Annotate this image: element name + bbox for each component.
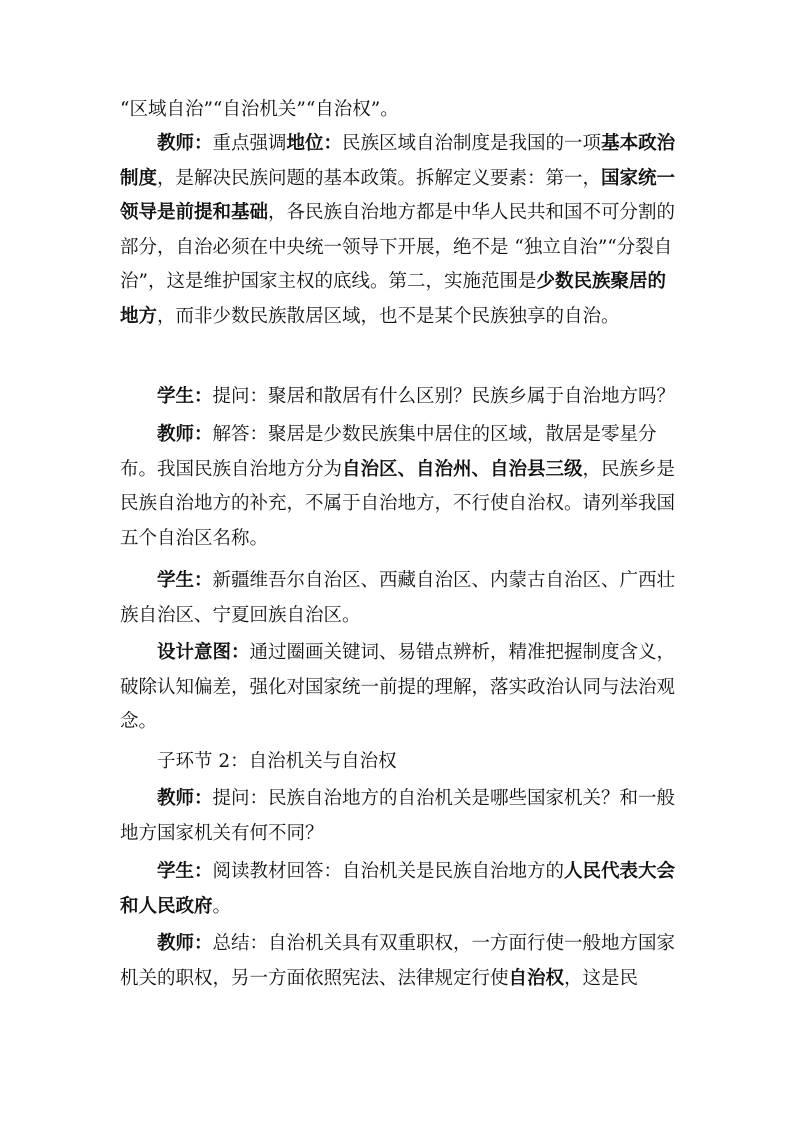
text-run: ，是解决民族问题的基本政策。拆解定义要素：第一，	[157, 167, 602, 189]
speaker-label: 学生：	[157, 570, 213, 591]
text-run: “区域自治”“自治机关”“自治权”。	[120, 99, 399, 120]
text-run-bold: 自治区、自治州、自治县三级	[342, 458, 583, 480]
paragraph-teacher-4	[120, 927, 680, 996]
text-run-bold: 人民代表大会和人民政府	[120, 861, 676, 917]
speaker-label: 学生：	[157, 861, 213, 882]
text-run: ，这是民	[564, 967, 639, 989]
text-run-bold: 少数民族聚居的地方	[120, 271, 666, 327]
text-run: 通过圈画关键词、易错点辨析，精准把握制度含义，破除认知偏差，强化对国家统一前提的理解，落实政治认同与法治观念。	[120, 642, 676, 732]
subsection-heading	[120, 745, 680, 780]
speaker-label: 教师：	[157, 424, 213, 445]
text-run: 阅读教材回答：自治机关是民族自治地方的	[212, 861, 565, 882]
paragraph-design-intent	[120, 636, 680, 740]
paragraph-student-2	[120, 564, 680, 633]
text-run-bold: 自治权	[508, 967, 565, 989]
text-run: 重点强调	[212, 133, 287, 154]
paragraph-1	[120, 93, 680, 128]
text-run: ，各民族自治地方都是中华人民共和国不可分割的部分，自治必须在中央统一领导下开展，绝不是 “独立自治”“分裂自治”，这是维护国家主权的底线。第二，实施范围是	[120, 202, 676, 292]
text-run: 解答：聚居是少数民族集中居住的区域，散居是零星分布。我国民族自治地方分为	[120, 424, 657, 480]
speaker-label: 教师：	[157, 788, 213, 809]
text-run: 民族区域自治制度是我国的一项	[342, 133, 602, 154]
speaker-label: 学生：	[157, 386, 213, 407]
text-run-bold: 国家统一领导是前提和基础	[120, 167, 676, 223]
paragraph-teacher-2	[120, 418, 680, 556]
text-run: 总结：自治机关具有双重职权，一方面行使一般地方国家机关的职权，另一方面依照宪法、法律规定行使	[120, 933, 676, 989]
text-run-bold: 地位：	[286, 133, 343, 154]
design-intent-label: 设计意图：	[157, 642, 250, 663]
text-run-bold: 基本政治制度	[120, 133, 676, 189]
text-run: 。	[212, 895, 232, 917]
text-run: ，民族乡是民族自治地方的补充，不属于自治地方，不行使自治权。请列举我国五个自治区名称。	[120, 458, 676, 549]
paragraph-teacher-3	[120, 782, 680, 851]
text-run: 子环节 2：自治机关与自治权	[157, 751, 397, 772]
speaker-label: 教师：	[157, 133, 213, 154]
text-run: ，而非少数民族散居区域，也不是某个民族独享的自治。	[157, 305, 620, 327]
paragraph-teacher-1	[120, 127, 680, 334]
text-run: 提问：聚居和散居有什么区别？民族乡属于自治地方吗？	[212, 386, 676, 407]
paragraph-student-3	[120, 855, 680, 924]
speaker-label: 教师：	[157, 933, 213, 954]
text-run: 新疆维吾尔自治区、西藏自治区、内蒙古自治区、广西壮族自治区、宁夏回族自治区。	[120, 570, 676, 626]
text-run: 提问：民族自治地方的自治机关是哪些国家机关？和一般地方国家机关有何不同？	[120, 788, 676, 844]
paragraph-student-1	[120, 380, 680, 415]
